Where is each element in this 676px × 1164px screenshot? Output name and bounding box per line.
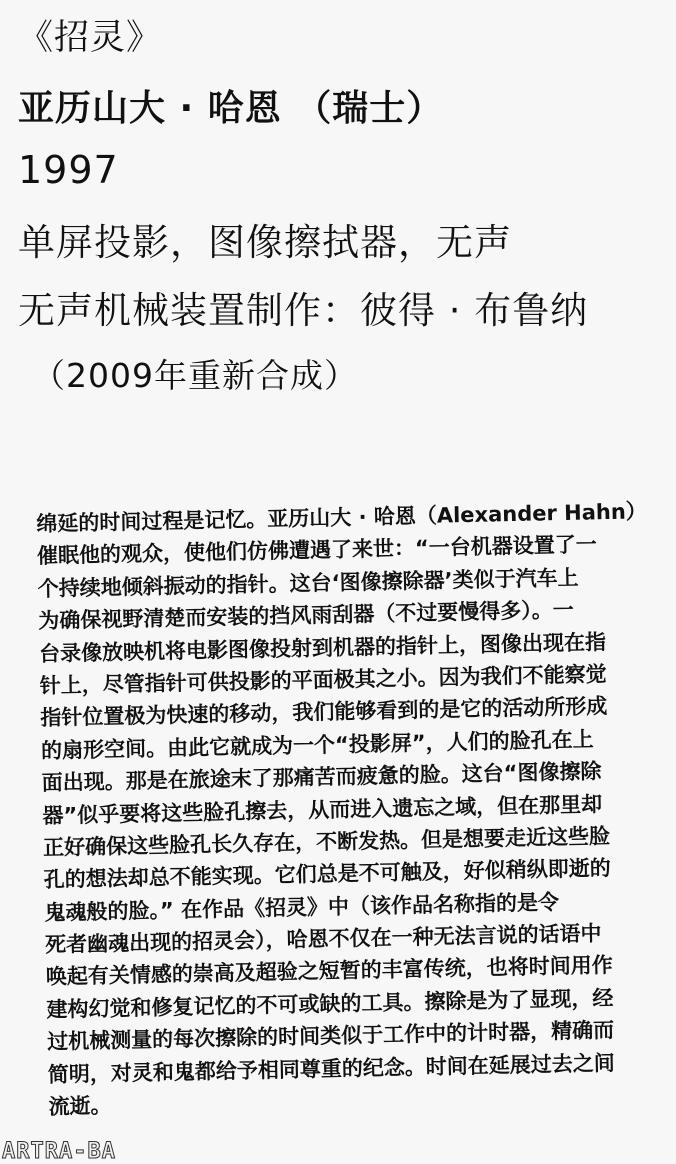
description-paragraph bbox=[36, 495, 674, 1123]
year-text: 1997 bbox=[18, 148, 119, 192]
description-line: 正好确保这些脸孔长久存在，不断发热。但是想要走近这些脸 bbox=[42, 823, 611, 860]
description-line: 的扇形空间。由此它就成为一个“投影屏”，人们的脸孔在上 bbox=[40, 727, 594, 763]
description-line: 建构幻觉和修复记忆的不可或缺的工具。擦除是为了显现，经 bbox=[46, 985, 614, 1022]
description-line: 孔的想法却总不能实现。它们总是不可触及，好似稍纵即逝的 bbox=[43, 856, 611, 893]
description-line: 面出现。那是在旅途末了那痛苦而疲惫的脸。这台“图像擦除 bbox=[41, 759, 602, 796]
description-line: 个持续地倾斜振动的指针。这台‘图像擦除器’类似于汽车上 bbox=[37, 565, 579, 601]
description-line: 流逝。 bbox=[48, 1093, 112, 1119]
description-line: 鬼魂般的脸。” 在作品《招灵》中（该作品名称指的是令 bbox=[44, 889, 560, 925]
description-line: 简明，对灵和鬼都给予相同尊重的纪念。时间在延展过去之间 bbox=[47, 1050, 615, 1087]
description-line: 催眠他的观众，使他们仿佛遭遇了来世：“一台机器设置了一 bbox=[36, 532, 597, 569]
maker-credit: 无声机械装置制作：彼得 · 布鲁纳 bbox=[18, 289, 589, 332]
artist-name: 亚历山大 · 哈恩 （瑞士） bbox=[18, 88, 444, 129]
description-line: 指针位置极为快速的移动，我们能够看到的是它的活动所形成 bbox=[40, 694, 608, 731]
medium-text: 单屏投影，图像擦拭器，无声 bbox=[18, 221, 512, 264]
description-line: 过机械测量的每次擦除的时间类似于工作中的计时器，精确而 bbox=[46, 1018, 615, 1055]
watermark: ARTRA-BA bbox=[2, 1139, 116, 1164]
description-line: 绵延的时间过程是记忆。亚历山大 · 哈恩（Alexander Hahn） bbox=[36, 499, 647, 536]
description-line: 针上，尽管指针可供投影的平面极其之小。因为我们不能察觉 bbox=[39, 662, 607, 698]
recomposition-note: （2009年重新合成） bbox=[32, 356, 358, 395]
description-line: 器”似乎要将这些脸孔擦去，从而进入遗忘之域，但在那里却 bbox=[42, 791, 603, 828]
description-line: 唤起有关情感的崇高及超验之短暂的丰富传统，也将时间用作 bbox=[45, 953, 613, 990]
description-line: 死者幽魂出现的招灵会），哈恩不仅在一种无法言说的话语中 bbox=[44, 921, 602, 957]
work-title: 《招灵》 bbox=[18, 18, 163, 58]
description-line: 为确保视野清楚而安装的挡风雨刮器（不过要慢得多）。一 bbox=[38, 597, 575, 634]
description-line: 台录像放映机将电影图像投射到机器的指针上，图像出现在指 bbox=[38, 629, 607, 666]
